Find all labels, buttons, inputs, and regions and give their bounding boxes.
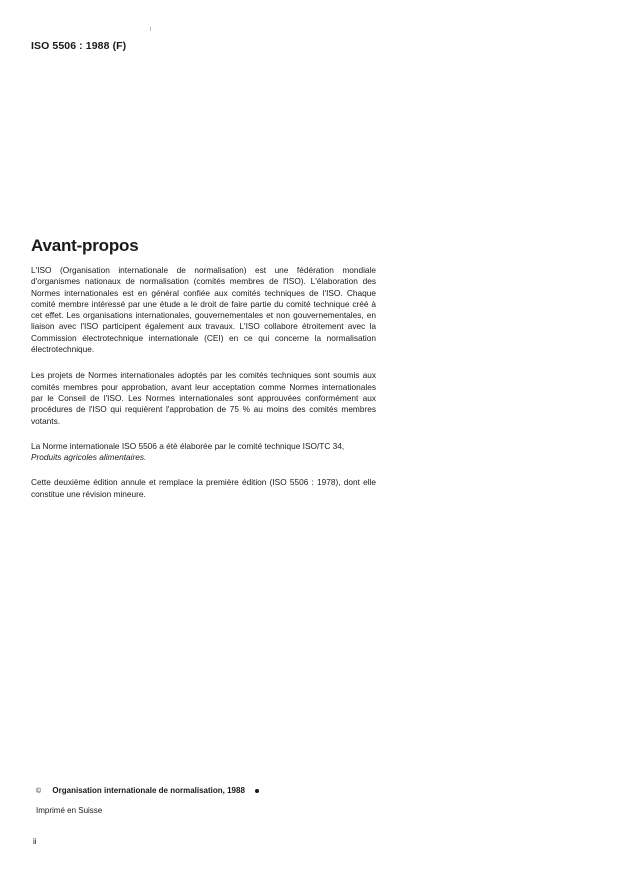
standard-reference: ISO 5506 : 1988 (F) — [31, 40, 127, 52]
technical-committee-subject: Produits agricoles alimentaires. — [31, 452, 147, 463]
foreword-body — [31, 265, 376, 514]
scan-mark — [150, 27, 151, 31]
copyright-line — [36, 786, 259, 795]
paragraph-edition-note: Cette deuxième édition annule et remplace la première édition (ISO 5506 : 1978), dont elle constitue une révision mineure. — [31, 477, 376, 499]
paragraph-draft-standards: Les projets de Normes internationales adoptés par les comités techniques sont soumis aux comités membres pour approbation, avant leur acceptation comme Normes internationales par le Conseil de l'ISO. Les Normes internationales sont approuvées conformément aux procédures de l'ISO qui requièrent l'approbation de 75 % au moins des comités membres votants. — [31, 370, 376, 426]
copyright-icon: © — [36, 788, 42, 795]
page-number: ii — [33, 837, 37, 846]
paragraph-technical-committee — [31, 441, 376, 464]
imprint-text: Imprimé en Suisse — [36, 806, 103, 815]
bullet-dot-icon — [255, 789, 259, 793]
technical-committee-text: La Norme internationale ISO 5506 a été élaborée par le comité technique ISO/TC 34, — [31, 440, 345, 451]
paragraph-iso-organisation: L'ISO (Organisation internationale de normalisation) est une fédération mondiale d'organismes nationaux de normalisation (comités membres de l'ISO). L'élaboration des Normes internationales est en général confiée aux comités techniques de l'ISO. Chaque comité membre intéressé par une étude a le droit de faire partie du comité technique créé à cet effet. Les organisations internationales, gouvernementales et non gouvernementales, en liaison avec l'ISO participent également aux travaux. L'ISO collabore étroitement avec la Commission électrotechnique internationale (CEI) en ce qui concerne la normalisation électrotechnique. — [31, 265, 376, 355]
page-title: Avant-propos — [31, 236, 139, 255]
copyright-text: Organisation internationale de normalisation, 1988 — [52, 786, 245, 795]
